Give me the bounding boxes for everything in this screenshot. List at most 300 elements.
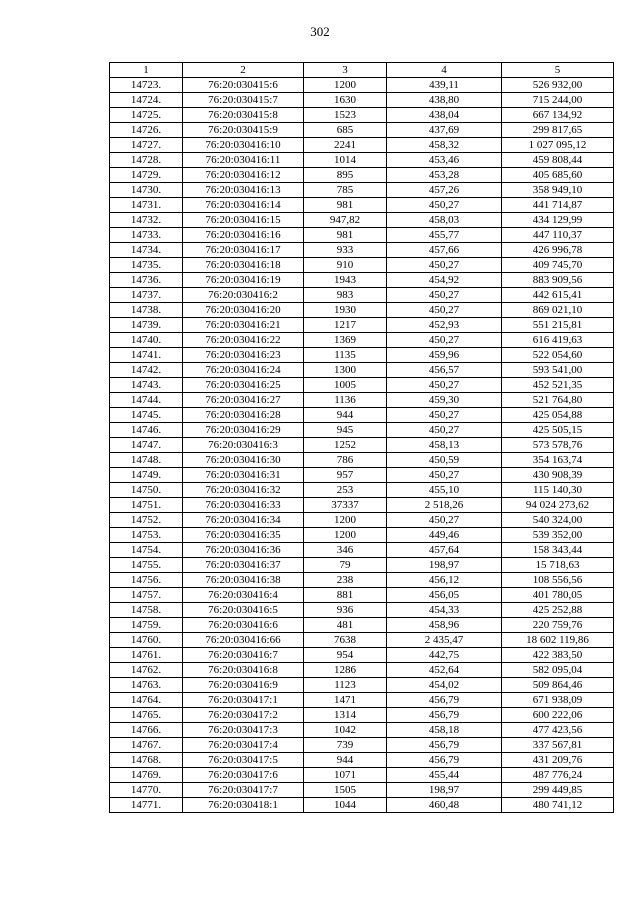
page-number: 302 — [310, 24, 330, 39]
value-cell: 715 244,00 — [502, 93, 614, 108]
area-cell: 1005 — [304, 378, 387, 393]
rate-cell: 198,97 — [387, 558, 502, 573]
table-row — [110, 198, 614, 213]
table-row — [110, 618, 614, 633]
cadastral-number-cell: 76:20:030416:28 — [183, 408, 304, 423]
cadastral-number-cell: 76:20:030415:7 — [183, 93, 304, 108]
rate-cell: 450,27 — [387, 513, 502, 528]
row-number-cell: 14763. — [110, 678, 183, 693]
table-row — [110, 243, 614, 258]
value-cell: 18 602 119,86 — [502, 633, 614, 648]
cadastral-number-cell: 76:20:030417:5 — [183, 753, 304, 768]
area-cell: 1217 — [304, 318, 387, 333]
value-cell: 1 027 095,12 — [502, 138, 614, 153]
table-row — [110, 543, 614, 558]
table-row — [110, 303, 614, 318]
row-number-cell: 14760. — [110, 633, 183, 648]
area-cell: 957 — [304, 468, 387, 483]
area-cell: 37337 — [304, 498, 387, 513]
row-number-cell: 14770. — [110, 783, 183, 798]
area-cell: 1014 — [304, 153, 387, 168]
row-number-cell: 14759. — [110, 618, 183, 633]
cadastral-number-cell: 76:20:030416:27 — [183, 393, 304, 408]
row-number-cell: 14749. — [110, 468, 183, 483]
table-row — [110, 93, 614, 108]
cadastral-number-cell: 76:20:030417:2 — [183, 708, 304, 723]
table-row — [110, 723, 614, 738]
cadastral-number-cell: 76:20:030416:19 — [183, 273, 304, 288]
area-cell: 947,82 — [304, 213, 387, 228]
rate-cell: 442,75 — [387, 648, 502, 663]
value-cell: 442 615,41 — [502, 288, 614, 303]
value-cell: 431 209,76 — [502, 753, 614, 768]
area-cell: 1930 — [304, 303, 387, 318]
area-cell: 1123 — [304, 678, 387, 693]
area-cell: 881 — [304, 588, 387, 603]
rate-cell: 460,48 — [387, 798, 502, 813]
cadastral-number-cell: 76:20:030416:18 — [183, 258, 304, 273]
area-cell: 983 — [304, 288, 387, 303]
row-number-cell: 14724. — [110, 93, 183, 108]
cadastral-number-cell: 76:20:030417:3 — [183, 723, 304, 738]
value-cell: 667 134,92 — [502, 108, 614, 123]
cadastral-number-cell: 76:20:030416:24 — [183, 363, 304, 378]
row-number-cell: 14736. — [110, 273, 183, 288]
row-number-cell: 14750. — [110, 483, 183, 498]
row-number-cell: 14756. — [110, 573, 183, 588]
value-cell: 477 423,56 — [502, 723, 614, 738]
rate-cell: 455,10 — [387, 483, 502, 498]
value-cell: 573 578,76 — [502, 438, 614, 453]
row-number-cell: 14757. — [110, 588, 183, 603]
cadastral-number-cell: 76:20:030416:32 — [183, 483, 304, 498]
table-row — [110, 573, 614, 588]
column-header-5: 5 — [502, 63, 614, 78]
area-cell: 79 — [304, 558, 387, 573]
row-number-cell: 14728. — [110, 153, 183, 168]
cadastral-number-cell: 76:20:030416:34 — [183, 513, 304, 528]
cadastral-number-cell: 76:20:030416:6 — [183, 618, 304, 633]
value-cell: 299 449,85 — [502, 783, 614, 798]
value-cell: 422 383,50 — [502, 648, 614, 663]
row-number-cell: 14748. — [110, 453, 183, 468]
value-cell: 526 932,00 — [502, 78, 614, 93]
value-cell: 337 567,81 — [502, 738, 614, 753]
row-number-cell: 14758. — [110, 603, 183, 618]
value-cell: 441 714,87 — [502, 198, 614, 213]
value-cell: 434 129,99 — [502, 213, 614, 228]
value-cell: 108 556,56 — [502, 573, 614, 588]
area-cell: 944 — [304, 408, 387, 423]
cadastral-number-cell: 76:20:030416:20 — [183, 303, 304, 318]
value-cell: 522 054,60 — [502, 348, 614, 363]
cadastral-number-cell: 76:20:030416:8 — [183, 663, 304, 678]
table-row — [110, 348, 614, 363]
area-cell: 981 — [304, 228, 387, 243]
rate-cell: 458,18 — [387, 723, 502, 738]
value-cell: 539 352,00 — [502, 528, 614, 543]
value-cell: 551 215,81 — [502, 318, 614, 333]
rate-cell: 2 518,26 — [387, 498, 502, 513]
column-header-4: 4 — [387, 63, 502, 78]
cadastral-number-cell: 76:20:030416:35 — [183, 528, 304, 543]
cadastral-number-cell: 76:20:030415:6 — [183, 78, 304, 93]
area-cell: 895 — [304, 168, 387, 183]
rate-cell: 454,92 — [387, 273, 502, 288]
row-number-cell: 14745. — [110, 408, 183, 423]
cadastral-number-cell: 76:20:030417:7 — [183, 783, 304, 798]
cadastral-number-cell: 76:20:030416:17 — [183, 243, 304, 258]
cadastral-number-cell: 76:20:030416:4 — [183, 588, 304, 603]
row-number-cell: 14732. — [110, 213, 183, 228]
rate-cell: 457,64 — [387, 543, 502, 558]
column-header-1: 1 — [110, 63, 183, 78]
table-row — [110, 693, 614, 708]
area-cell: 1505 — [304, 783, 387, 798]
rate-cell: 453,46 — [387, 153, 502, 168]
value-cell: 401 780,05 — [502, 588, 614, 603]
rate-cell: 459,30 — [387, 393, 502, 408]
cadastral-number-cell: 76:20:030416:7 — [183, 648, 304, 663]
rate-cell: 452,64 — [387, 663, 502, 678]
rate-cell: 439,11 — [387, 78, 502, 93]
table-body — [110, 78, 614, 813]
rate-cell: 455,44 — [387, 768, 502, 783]
table-row — [110, 663, 614, 678]
cadastral-number-cell: 76:20:030416:13 — [183, 183, 304, 198]
cadastral-number-cell: 76:20:030417:1 — [183, 693, 304, 708]
table-row — [110, 288, 614, 303]
rate-cell: 456,79 — [387, 708, 502, 723]
row-number-cell: 14739. — [110, 318, 183, 333]
rate-cell: 454,02 — [387, 678, 502, 693]
area-cell: 1071 — [304, 768, 387, 783]
cadastral-number-cell: 76:20:030416:12 — [183, 168, 304, 183]
row-number-cell: 14764. — [110, 693, 183, 708]
row-number-cell: 14769. — [110, 768, 183, 783]
value-cell: 869 021,10 — [502, 303, 614, 318]
rate-cell: 438,04 — [387, 108, 502, 123]
row-number-cell: 14753. — [110, 528, 183, 543]
area-cell: 7638 — [304, 633, 387, 648]
rate-cell: 458,03 — [387, 213, 502, 228]
cadastral-number-cell: 76:20:030415:8 — [183, 108, 304, 123]
row-number-cell: 14761. — [110, 648, 183, 663]
rate-cell: 198,97 — [387, 783, 502, 798]
value-cell: 509 864,46 — [502, 678, 614, 693]
cadastral-number-cell: 76:20:030416:22 — [183, 333, 304, 348]
table-row — [110, 738, 614, 753]
row-number-cell: 14767. — [110, 738, 183, 753]
rate-cell: 455,77 — [387, 228, 502, 243]
row-number-cell: 14762. — [110, 663, 183, 678]
value-cell: 521 764,80 — [502, 393, 614, 408]
value-cell: 354 163,74 — [502, 453, 614, 468]
value-cell: 425 054,88 — [502, 408, 614, 423]
table-row — [110, 513, 614, 528]
area-cell: 910 — [304, 258, 387, 273]
cadastral-number-cell: 76:20:030416:10 — [183, 138, 304, 153]
table-row — [110, 363, 614, 378]
row-number-cell: 14740. — [110, 333, 183, 348]
table-row — [110, 228, 614, 243]
rate-cell: 459,96 — [387, 348, 502, 363]
table-row — [110, 408, 614, 423]
rate-cell: 450,27 — [387, 378, 502, 393]
area-cell: 785 — [304, 183, 387, 198]
value-cell: 593 541,00 — [502, 363, 614, 378]
cadastral-number-cell: 76:20:030416:9 — [183, 678, 304, 693]
table-row — [110, 378, 614, 393]
header-row — [110, 63, 614, 78]
table-row — [110, 123, 614, 138]
area-cell: 981 — [304, 198, 387, 213]
row-number-cell: 14726. — [110, 123, 183, 138]
value-cell: 158 343,44 — [502, 543, 614, 558]
table-row — [110, 318, 614, 333]
value-cell: 452 521,35 — [502, 378, 614, 393]
rate-cell: 454,33 — [387, 603, 502, 618]
area-cell: 685 — [304, 123, 387, 138]
row-number-cell: 14742. — [110, 363, 183, 378]
cadastral-number-cell: 76:20:030416:3 — [183, 438, 304, 453]
row-number-cell: 14765. — [110, 708, 183, 723]
row-number-cell: 14754. — [110, 543, 183, 558]
column-header-2: 2 — [183, 63, 304, 78]
value-cell: 671 938,09 — [502, 693, 614, 708]
table-row — [110, 258, 614, 273]
rate-cell: 450,27 — [387, 303, 502, 318]
table-row — [110, 423, 614, 438]
rate-cell: 458,96 — [387, 618, 502, 633]
table-row — [110, 558, 614, 573]
table-row — [110, 483, 614, 498]
row-number-cell: 14731. — [110, 198, 183, 213]
cadastral-number-cell: 76:20:030416:14 — [183, 198, 304, 213]
rate-cell: 456,79 — [387, 693, 502, 708]
cadastral-number-cell: 76:20:030416:2 — [183, 288, 304, 303]
table-row — [110, 678, 614, 693]
area-cell: 1200 — [304, 528, 387, 543]
rate-cell: 450,59 — [387, 453, 502, 468]
area-cell: 1200 — [304, 513, 387, 528]
area-cell: 1314 — [304, 708, 387, 723]
area-cell: 1200 — [304, 78, 387, 93]
rate-cell: 450,27 — [387, 408, 502, 423]
rate-cell: 457,26 — [387, 183, 502, 198]
row-number-cell: 14768. — [110, 753, 183, 768]
row-number-cell: 14771. — [110, 798, 183, 813]
row-number-cell: 14746. — [110, 423, 183, 438]
row-number-cell: 14733. — [110, 228, 183, 243]
rate-cell: 438,80 — [387, 93, 502, 108]
cadastral-number-cell: 76:20:030416:66 — [183, 633, 304, 648]
rate-cell: 450,27 — [387, 258, 502, 273]
row-number-cell: 14747. — [110, 438, 183, 453]
value-cell: 94 024 273,62 — [502, 498, 614, 513]
row-number-cell: 14725. — [110, 108, 183, 123]
value-cell: 582 095,04 — [502, 663, 614, 678]
table-row — [110, 153, 614, 168]
rate-cell: 2 435,47 — [387, 633, 502, 648]
area-cell: 933 — [304, 243, 387, 258]
table-row — [110, 648, 614, 663]
rate-cell: 450,27 — [387, 288, 502, 303]
value-cell: 299 817,65 — [502, 123, 614, 138]
cadastral-number-cell: 76:20:030416:37 — [183, 558, 304, 573]
cadastral-number-cell: 76:20:030416:31 — [183, 468, 304, 483]
table-row — [110, 753, 614, 768]
cadastral-number-cell: 76:20:030416:11 — [183, 153, 304, 168]
table-row — [110, 633, 614, 648]
cadastral-number-cell: 76:20:030416:15 — [183, 213, 304, 228]
value-cell: 405 685,60 — [502, 168, 614, 183]
area-cell: 238 — [304, 573, 387, 588]
area-cell: 2241 — [304, 138, 387, 153]
cadastral-number-cell: 76:20:030416:5 — [183, 603, 304, 618]
cadastral-number-cell: 76:20:030416:25 — [183, 378, 304, 393]
area-cell: 1136 — [304, 393, 387, 408]
value-cell: 425 252,88 — [502, 603, 614, 618]
table-row — [110, 183, 614, 198]
rate-cell: 456,79 — [387, 738, 502, 753]
rate-cell: 456,79 — [387, 753, 502, 768]
rate-cell: 458,13 — [387, 438, 502, 453]
table-row — [110, 603, 614, 618]
rate-cell: 449,46 — [387, 528, 502, 543]
area-cell: 481 — [304, 618, 387, 633]
rate-cell: 458,32 — [387, 138, 502, 153]
value-cell: 115 140,30 — [502, 483, 614, 498]
area-cell: 1044 — [304, 798, 387, 813]
rate-cell: 456,12 — [387, 573, 502, 588]
row-number-cell: 14741. — [110, 348, 183, 363]
table-row — [110, 108, 614, 123]
row-number-cell: 14743. — [110, 378, 183, 393]
area-cell: 1943 — [304, 273, 387, 288]
value-cell: 425 505,15 — [502, 423, 614, 438]
value-cell: 358 949,10 — [502, 183, 614, 198]
area-cell: 1369 — [304, 333, 387, 348]
value-cell: 409 745,70 — [502, 258, 614, 273]
area-cell: 786 — [304, 453, 387, 468]
table-header — [110, 63, 614, 78]
rate-cell: 450,27 — [387, 468, 502, 483]
row-number-cell: 14755. — [110, 558, 183, 573]
area-cell: 739 — [304, 738, 387, 753]
data-table — [109, 62, 614, 813]
rate-cell: 450,27 — [387, 198, 502, 213]
value-cell: 459 808,44 — [502, 153, 614, 168]
cadastral-number-cell: 76:20:030417:4 — [183, 738, 304, 753]
table-row — [110, 768, 614, 783]
table-row — [110, 528, 614, 543]
table-row — [110, 78, 614, 93]
value-cell: 447 110,37 — [502, 228, 614, 243]
row-number-cell: 14723. — [110, 78, 183, 93]
value-cell: 480 741,12 — [502, 798, 614, 813]
area-cell: 1523 — [304, 108, 387, 123]
cadastral-number-cell: 76:20:030415:9 — [183, 123, 304, 138]
value-cell: 430 908,39 — [502, 468, 614, 483]
row-number-cell: 14730. — [110, 183, 183, 198]
rate-cell: 450,27 — [387, 333, 502, 348]
value-cell: 15 718,63 — [502, 558, 614, 573]
value-cell: 616 419,63 — [502, 333, 614, 348]
area-cell: 936 — [304, 603, 387, 618]
row-number-cell: 14737. — [110, 288, 183, 303]
rate-cell: 437,69 — [387, 123, 502, 138]
area-cell: 954 — [304, 648, 387, 663]
table-row — [110, 138, 614, 153]
area-cell: 1135 — [304, 348, 387, 363]
cadastral-number-cell: 76:20:030417:6 — [183, 768, 304, 783]
row-number-cell: 14744. — [110, 393, 183, 408]
row-number-cell: 14729. — [110, 168, 183, 183]
value-cell: 487 776,24 — [502, 768, 614, 783]
rate-cell: 453,28 — [387, 168, 502, 183]
cadastral-number-cell: 76:20:030416:30 — [183, 453, 304, 468]
cadastral-number-cell: 76:20:030416:21 — [183, 318, 304, 333]
value-cell: 540 324,00 — [502, 513, 614, 528]
table-row — [110, 333, 614, 348]
row-number-cell: 14752. — [110, 513, 183, 528]
table-row — [110, 213, 614, 228]
row-number-cell: 14727. — [110, 138, 183, 153]
cadastral-number-cell: 76:20:030416:23 — [183, 348, 304, 363]
value-cell: 426 996,78 — [502, 243, 614, 258]
cadastral-number-cell: 76:20:030416:33 — [183, 498, 304, 513]
row-number-cell: 14734. — [110, 243, 183, 258]
area-cell: 346 — [304, 543, 387, 558]
rate-cell: 456,57 — [387, 363, 502, 378]
table-row — [110, 453, 614, 468]
row-number-cell: 14735. — [110, 258, 183, 273]
table-row — [110, 393, 614, 408]
table-row — [110, 273, 614, 288]
cadastral-number-cell: 76:20:030416:16 — [183, 228, 304, 243]
row-number-cell: 14751. — [110, 498, 183, 513]
table-row — [110, 468, 614, 483]
area-cell: 944 — [304, 753, 387, 768]
cadastral-number-cell: 76:20:030416:38 — [183, 573, 304, 588]
value-cell: 220 759,76 — [502, 618, 614, 633]
area-cell: 253 — [304, 483, 387, 498]
rate-cell: 456,05 — [387, 588, 502, 603]
area-cell: 1252 — [304, 438, 387, 453]
cadastral-number-cell: 76:20:030416:36 — [183, 543, 304, 558]
table-row — [110, 498, 614, 513]
table-row — [110, 438, 614, 453]
area-cell: 1630 — [304, 93, 387, 108]
column-header-3: 3 — [304, 63, 387, 78]
area-cell: 945 — [304, 423, 387, 438]
value-cell: 883 909,56 — [502, 273, 614, 288]
cadastral-number-cell: 76:20:030418:1 — [183, 798, 304, 813]
area-cell: 1286 — [304, 663, 387, 678]
area-cell: 1471 — [304, 693, 387, 708]
row-number-cell: 14766. — [110, 723, 183, 738]
cadastral-number-cell: 76:20:030416:29 — [183, 423, 304, 438]
row-number-cell: 14738. — [110, 303, 183, 318]
area-cell: 1300 — [304, 363, 387, 378]
table-row — [110, 168, 614, 183]
area-cell: 1042 — [304, 723, 387, 738]
table-row — [110, 783, 614, 798]
rate-cell: 450,27 — [387, 423, 502, 438]
table-row — [110, 708, 614, 723]
rate-cell: 452,93 — [387, 318, 502, 333]
